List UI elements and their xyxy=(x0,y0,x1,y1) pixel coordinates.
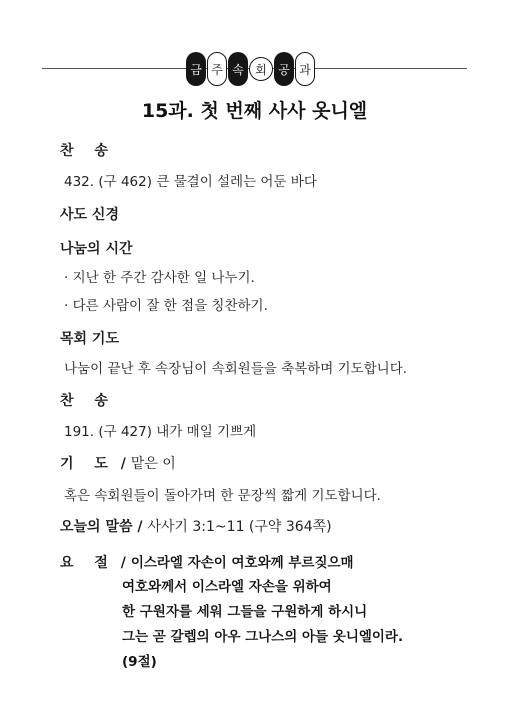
creed-heading: 사도 신경 xyxy=(60,207,119,223)
prayer-heading: 기 도 xyxy=(60,456,116,472)
header-char-6: 과 xyxy=(295,52,315,86)
key-verse-line-1: 이스라엘 자손이 여호와께 부르짖으매 xyxy=(130,555,354,571)
word-row: 오늘의 말씀 / 사사기 3:1~11 (구약 364쪽) xyxy=(60,519,332,535)
hymn-2-line: 191. (구 427) 내가 매일 기쁘게 xyxy=(64,424,257,440)
hymn-1-heading: 찬 송 xyxy=(60,143,116,159)
prayer-note: 맡은 이 xyxy=(130,456,176,472)
word-heading: 오늘의 말씀 xyxy=(60,519,133,535)
sharing-item-2: · 다른 사람이 잘 한 점을 칭찬하기. xyxy=(64,298,268,314)
key-verse-line-3: 한 구원자를 세워 그들을 구원하게 하시니 xyxy=(122,604,368,620)
hymn-2-heading: 찬 송 xyxy=(60,393,116,409)
key-verse-line-5: (9절) xyxy=(122,654,157,670)
lesson-title: 15과. 첫 번째 사사 옷니엘 xyxy=(141,100,368,122)
key-verse-line-2: 여호와께서 이스라엘 자손을 위하여 xyxy=(122,579,332,595)
key-verse-row: 요 절 / 이스라엘 자손이 여호와께 부르짖으매 xyxy=(60,555,354,571)
prayer-line: 혹은 속회원들이 돌아가며 한 문장씩 짧게 기도합니다. xyxy=(64,488,381,504)
header-char-1: 금 xyxy=(186,52,206,86)
key-verse-heading: 요 절 xyxy=(60,555,116,571)
key-verse-line-4: 그는 곧 갈렙의 아우 그나스의 아들 옷니엘이라. xyxy=(122,629,404,645)
header-char-5: 공 xyxy=(274,52,294,86)
header-char-3: 속 xyxy=(228,52,248,86)
header-char-2: 주 xyxy=(207,52,227,86)
pastoral-prayer-heading: 목회 기도 xyxy=(60,331,119,347)
sharing-item-1: · 지난 한 주간 감사한 일 나누기. xyxy=(64,270,255,286)
sharing-heading: 나눔의 시간 xyxy=(60,241,133,257)
hymn-1-line: 432. (구 462) 큰 물결이 설레는 어둔 바다 xyxy=(64,174,317,190)
prayer-row: 기 도 / 맡은 이 xyxy=(60,456,176,472)
pastoral-prayer-line: 나눔이 끝난 후 속장님이 속회원들을 축복하며 기도합니다. xyxy=(64,361,408,377)
section-hymn-1 xyxy=(60,140,116,160)
header-logo xyxy=(186,52,316,86)
word-note: 사사기 3:1~11 (구약 364쪽) xyxy=(147,519,332,535)
header-char-4: 회 xyxy=(249,57,273,81)
